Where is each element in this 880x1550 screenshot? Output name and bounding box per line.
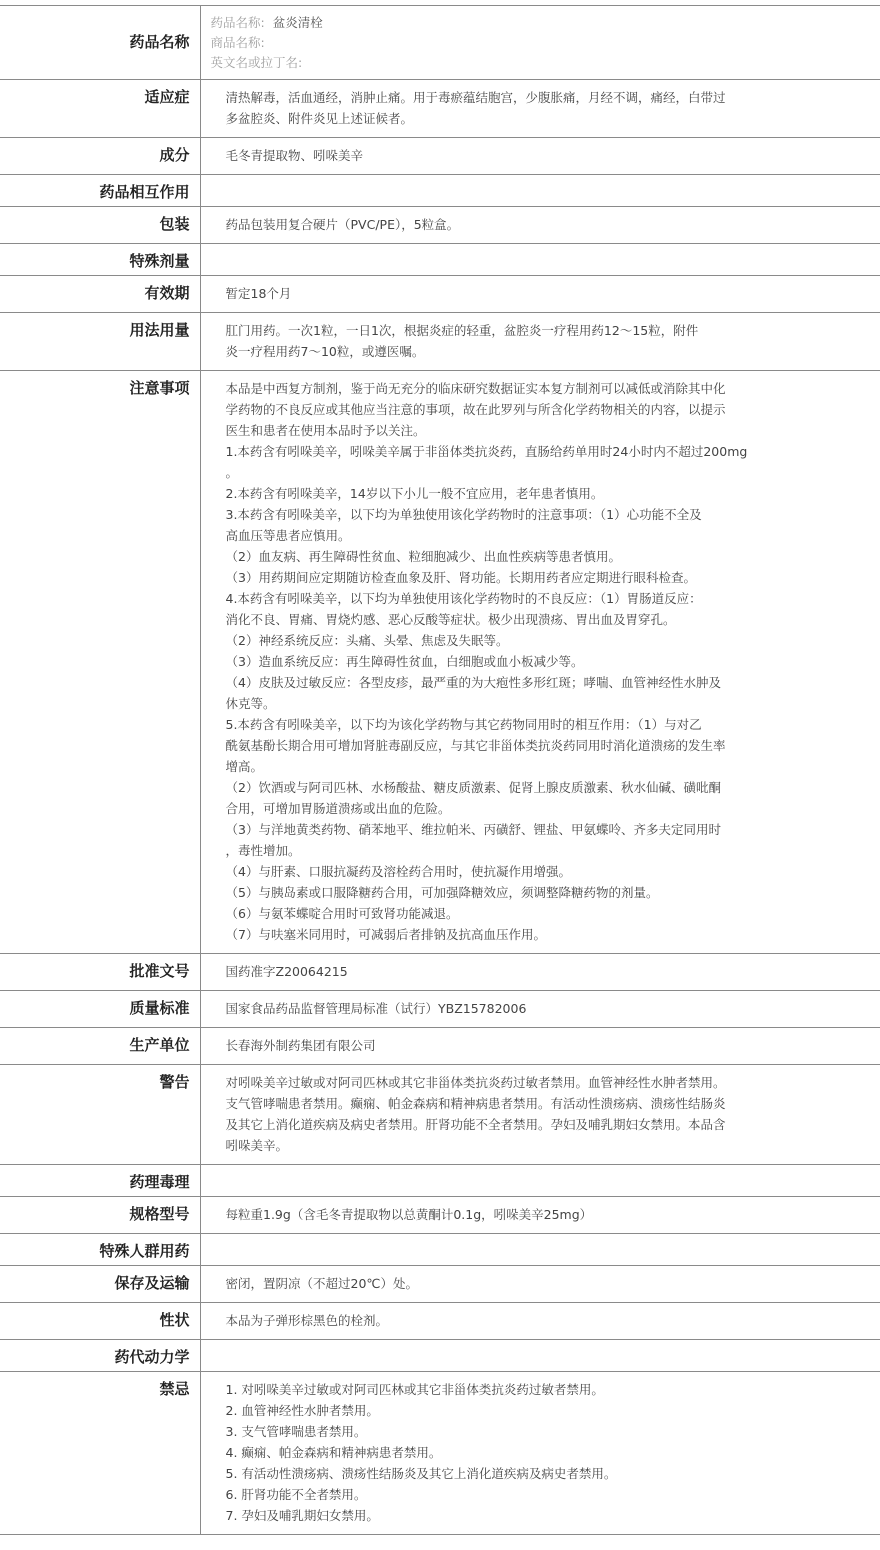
ingredients-text: 毛冬青提取物、吲哚美辛 bbox=[200, 138, 880, 175]
row-toxicology bbox=[0, 1165, 880, 1197]
label-contraindications: 禁忌 bbox=[0, 1372, 200, 1535]
pharmacokinetics-text bbox=[200, 1340, 880, 1372]
row-storage bbox=[0, 1266, 880, 1303]
appearance-text: 本品为子弹形棕黑色的栓剂。 bbox=[200, 1303, 880, 1340]
label-interactions: 药品相互作用 bbox=[0, 175, 200, 207]
row-drug-name bbox=[0, 6, 880, 80]
english-name-key: 英文名或拉丁名: bbox=[210, 55, 303, 70]
label-toxicology: 药理毒理 bbox=[0, 1165, 200, 1197]
label-manufacturer: 生产单位 bbox=[0, 1028, 200, 1065]
row-indications bbox=[0, 80, 880, 138]
label-precautions: 注意事项 bbox=[0, 371, 200, 954]
toxicology-text bbox=[200, 1165, 880, 1197]
usage-text: 肛门用药。一次1粒，一日1次，根据炎症的轻重，盆腔炎一疗程用药12～15粒，附件 炎一疗程用药7～10粒，或遵医嘱。 bbox=[200, 313, 880, 371]
label-standard: 质量标准 bbox=[0, 991, 200, 1028]
row-usage bbox=[0, 313, 880, 371]
approval-text: 国药准字Z20064215 bbox=[200, 954, 880, 991]
special-groups-text bbox=[200, 1234, 880, 1266]
label-validity: 有效期 bbox=[0, 276, 200, 313]
row-pharmacokinetics bbox=[0, 1340, 880, 1372]
row-validity bbox=[0, 276, 880, 313]
row-packaging bbox=[0, 207, 880, 244]
trade-name-key: 商品名称: bbox=[210, 35, 265, 50]
label-drug-name: 药品名称 bbox=[0, 6, 200, 80]
row-special-dosage bbox=[0, 244, 880, 276]
label-packaging: 包装 bbox=[0, 207, 200, 244]
generic-name-key: 药品名称: bbox=[210, 15, 265, 30]
generic-name-value: 盆炎清栓 bbox=[272, 15, 323, 30]
packaging-text: 药品包装用复合硬片（PVC/PE），5粒盒。 bbox=[200, 207, 880, 244]
row-special-groups bbox=[0, 1234, 880, 1266]
manufacturer-text: 长春海外制药集团有限公司 bbox=[200, 1028, 880, 1065]
row-warning bbox=[0, 1065, 880, 1165]
label-warning: 警告 bbox=[0, 1065, 200, 1165]
contraindications-text: 1. 对吲哚美辛过敏或对阿司匹林或其它非甾体类抗炎药过敏者禁用。 2. 血管神经性水肿者禁用。 3. 支气管哮喘患者禁用。 4. 癫痫、帕金森病和精神病患者禁用。 5. 有活动性溃疡病、溃疡性结肠炎及其它上消化道疾病及病史者禁用。 6. 肝肾功能不全者禁用。 7. 孕妇及哺乳期妇女禁用。 bbox=[200, 1372, 880, 1535]
special-dosage-text bbox=[200, 244, 880, 276]
label-special-groups: 特殊人群用药 bbox=[0, 1234, 200, 1266]
interactions-text bbox=[200, 175, 880, 207]
spec-text: 每粒重1.9g（含毛冬青提取物以总黄酮计0.1g，吲哚美辛25mg） bbox=[200, 1197, 880, 1234]
row-interactions bbox=[0, 175, 880, 207]
drug-info-sheet bbox=[0, 5, 880, 1535]
row-contraindications bbox=[0, 1372, 880, 1535]
drug-info-table bbox=[0, 5, 880, 1535]
label-appearance: 性状 bbox=[0, 1303, 200, 1340]
row-manufacturer bbox=[0, 1028, 880, 1065]
precautions-text: 本品是中西复方制剂，鉴于尚无充分的临床研究数据证实本复方制剂可以减低或消除其中化 学药物的不良反应或其他应当注意的事项，故在此罗列与所含化学药物相关的内容，以提示 医生和患者在使用本品时予以关注。 1.本药含有吲哚美辛，吲哚美辛属于非甾体类抗炎药，直肠给药单用时24小时内不超过200mg 。 2.本药含有吲哚美辛，14岁以下小儿一般不宜应用，老年患者慎用。 3.本药含有吲哚美辛，以下均为单独使用该化学药物时的注意事项：（1）心功能不全及 高血压等患者应慎用。 （2）血友病、再生障碍性贫血、粒细胞减少、出血性疾病等患者慎用。 （3）用药期间应定期随访检查血象及肝、肾功能。长期用药者应定期进行眼科检查。 4.本药含有吲哚美辛，以下均为单独使用该化学药物时的不良反应：（1）胃肠道反应： 消化不良、胃痛、胃烧灼感、恶心反酸等症状。极少出现溃疡、胃出血及胃穿孔。 （2）神经系统反应：头痛、头晕、焦虑及失眠等。 （3）造血系统反应：再生障碍性贫血，白细胞或血小板减少等。 （4）皮肤及过敏反应：各型皮疹，最严重的为大疱性多形红斑；哮喘、血管神经性水肿及 休克等。 5.本药含有吲哚美辛，以下均为该化学药物与其它药物同用时的相互作用：（1）与对乙 酰氨基酚长期合用可增加肾脏毒副反应，与其它非甾体类抗炎药同用时消化道溃疡的发生率 增高。 （2）饮酒或与阿司匹林、水杨酸盐、糖皮质激素、促肾上腺皮质激素、秋水仙碱、磺吡酮 合用，可增加胃肠道溃疡或出血的危险。 （3）与洋地黄类药物、硝苯地平、维拉帕米、丙磺舒、锂盐、甲氨蝶呤、齐多夫定同用时 ，毒性增加。 （4）与肝素、口服抗凝药及溶栓药合用时，使抗凝作用增强。 （5）与胰岛素或口服降糖药合用，可加强降糖效应，须调整降糖药物的剂量。 （6）与氨苯蝶啶合用时可致肾功能减退。 （7）与呋塞米同用时，可减弱后者排钠及抗高血压作用。 bbox=[200, 371, 880, 954]
label-storage: 保存及运输 bbox=[0, 1266, 200, 1303]
row-approval bbox=[0, 954, 880, 991]
row-precautions bbox=[0, 371, 880, 954]
row-standard bbox=[0, 991, 880, 1028]
row-spec bbox=[0, 1197, 880, 1234]
warning-text: 对吲哚美辛过敏或对阿司匹林或其它非甾体类抗炎药过敏者禁用。血管神经性水肿者禁用。 支气管哮喘患者禁用。癫痫、帕金森病和精神病患者禁用。有活动性溃疡病、溃疡性结肠炎 及其它上消化道疾病及病史者禁用。肝肾功能不全者禁用。孕妇及哺乳期妇女禁用。本品含 吲哚美辛。 bbox=[200, 1065, 880, 1165]
indications-text: 清热解毒，活血通经，消肿止痛。用于毒瘀蕴结胞宫，少腹胀痛，月经不调，痛经，白带过 多盆腔炎、附件炎见上述证候者。 bbox=[200, 80, 880, 138]
validity-text: 暂定18个月 bbox=[200, 276, 880, 313]
standard-text: 国家食品药品监督管理局标准（试行）YBZ15782006 bbox=[200, 991, 880, 1028]
label-indications: 适应症 bbox=[0, 80, 200, 138]
label-special-dosage: 特殊剂量 bbox=[0, 244, 200, 276]
label-pharmacokinetics: 药代动力学 bbox=[0, 1340, 200, 1372]
row-ingredients bbox=[0, 138, 880, 175]
drug-name-cell bbox=[200, 6, 880, 80]
label-spec: 规格型号 bbox=[0, 1197, 200, 1234]
label-usage: 用法用量 bbox=[0, 313, 200, 371]
storage-text: 密闭，置阴凉（不超过20℃）处。 bbox=[200, 1266, 880, 1303]
label-ingredients: 成分 bbox=[0, 138, 200, 175]
row-appearance bbox=[0, 1303, 880, 1340]
label-approval: 批准文号 bbox=[0, 954, 200, 991]
